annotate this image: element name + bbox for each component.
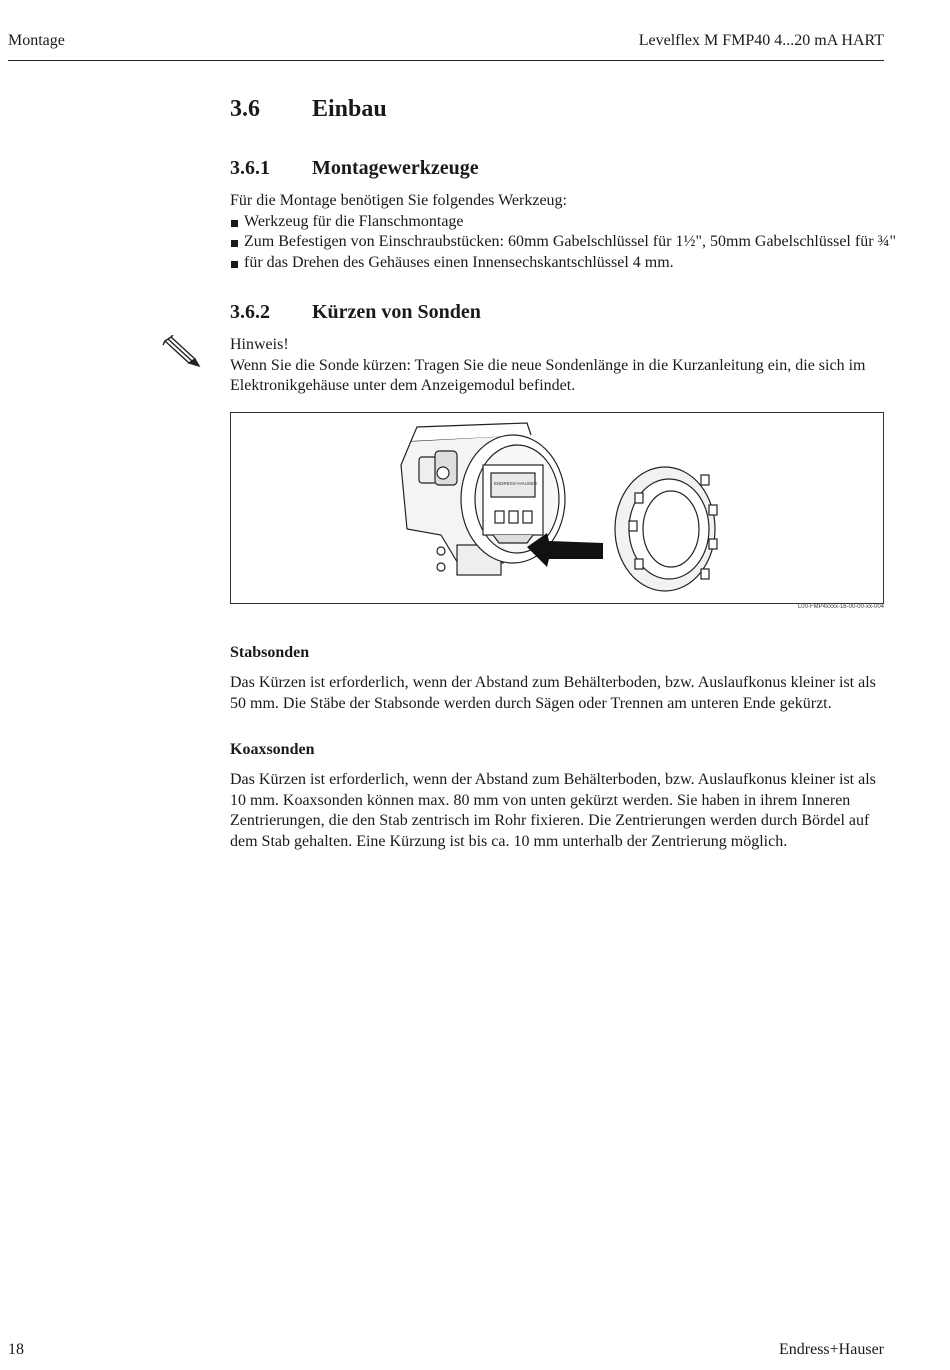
- note-text: Wenn Sie die Sonde kürzen: Tragen Sie die neue Sondenlänge in die Kurzanleitung ein, die sich im Elektronikgehäuse unter dem Anzeigemodul befindet.: [230, 356, 866, 394]
- running-header-product: Levelflex M FMP40 4...20 mA HART: [638, 32, 884, 49]
- stabsonden-heading: Stabsonden: [230, 644, 310, 661]
- subsection-heading-shortening: [230, 301, 481, 324]
- list-item: für das Drehen des Gehäuses einen Innensechskantschlüssel 4 mm.: [230, 253, 885, 274]
- koaxsonden-text: Das Kürzen ist erforderlich, wenn der Abstand zum Behälterboden, bzw. Auslaufkonus kleiner ist als 10 mm. Koaxsonden können max. 80 mm von unten gekürzt werden. Sie haben in ihrem Inneren Zentrierungen, die den Stab zentrisch im Rohr fixieren. Die Zentrierungen werden durch Bördel auf dem Stab gehalten. Eine Kürzung ist bis ca. 10 mm unterhalb der Zentrierung möglich.: [230, 771, 876, 850]
- housing-cover: [615, 467, 717, 591]
- subsection-title: Montagewerkzeuge: [312, 157, 479, 179]
- pencil-note-icon: [161, 335, 203, 369]
- page-number: 18: [8, 1341, 24, 1358]
- koaxsonden-heading: Koaxsonden: [230, 741, 315, 758]
- subsection-title: Kürzen von Sonden: [312, 301, 481, 323]
- note-label: Hinweis!: [230, 336, 289, 353]
- list-item: Zum Befestigen von Einschraubstücken: 60mm Gabelschlüssel für 1½", 50mm Gabelschlüssel für ¾": [230, 232, 885, 253]
- note-block: [230, 335, 885, 397]
- tools-list: [230, 212, 897, 274]
- stabsonden-text: Das Kürzen ist erforderlich, wenn der Abstand zum Behälterboden, bzw. Auslaufkonus kleiner ist als 50 mm. Die Stäbe der Stabsonde werden durch Sägen oder Trennen am unteren Ende gekürzt.: [230, 674, 876, 712]
- figure-caption: L00-FMP4xxxx-16-00-00-xx-004: [797, 604, 884, 610]
- figure-housing-illustration: [230, 412, 884, 604]
- subsection-number: 3.6.1: [230, 157, 270, 179]
- display-brand-label: ENDRESS+HAUSER: [494, 481, 538, 486]
- subsection-heading-tools: [230, 157, 479, 180]
- section-heading: [230, 96, 387, 123]
- housing-drawing: [231, 413, 883, 603]
- section-title: Einbau: [312, 96, 387, 122]
- running-header-section: Montage: [8, 32, 65, 49]
- section-number: 3.6: [230, 96, 260, 122]
- tools-block: [230, 191, 897, 273]
- list-item: Werkzeug für die Flanschmontage: [230, 212, 885, 233]
- footer-brand: Endress+Hauser: [779, 1341, 884, 1358]
- tools-intro: Für die Montage benötigen Sie folgendes Werkzeug:: [230, 192, 567, 209]
- header-rule: [8, 60, 884, 61]
- subsection-number: 3.6.2: [230, 301, 270, 323]
